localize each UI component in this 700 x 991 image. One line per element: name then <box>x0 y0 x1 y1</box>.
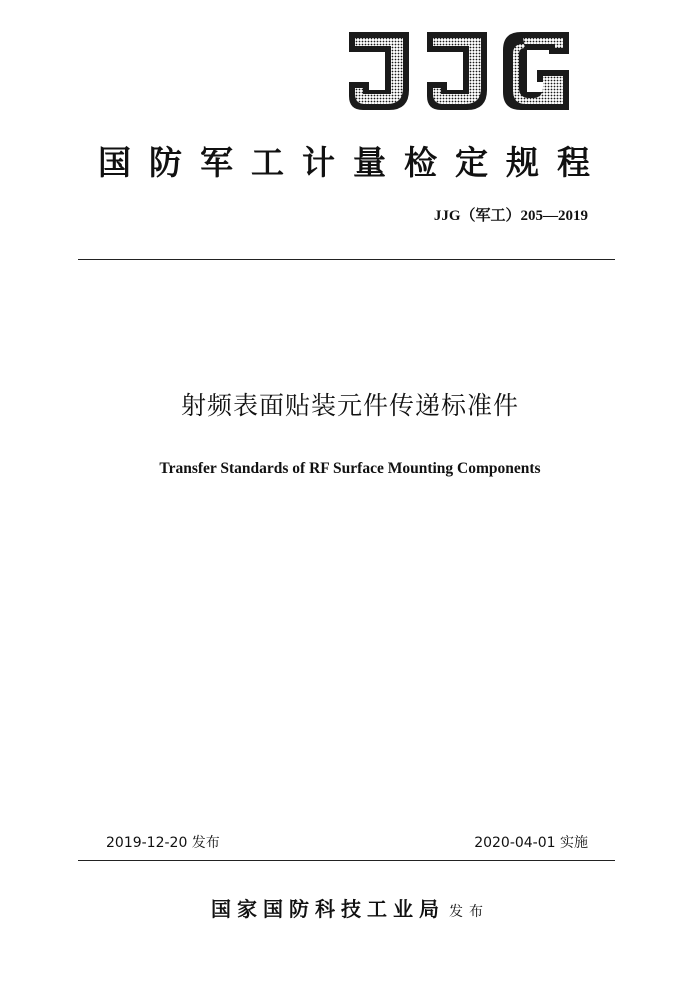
standard-code: JJG（军工）205—2019 <box>433 208 588 224</box>
logo-letter-j1 <box>349 32 409 110</box>
series-title: 国防军工计量检定规程 <box>98 143 608 182</box>
implement-date: 2020-04-01 实施 <box>474 835 588 851</box>
logo-letter-j2 <box>427 32 487 110</box>
document-title-en: Transfer Standards of RF Surface Mounting Components <box>159 460 541 477</box>
issuer-line <box>0 893 700 922</box>
issuer-suffix: 发布 <box>449 904 489 920</box>
logo-letter-g <box>503 32 569 110</box>
issuer-org: 国家国防科技工业局 <box>211 897 445 921</box>
top-divider <box>78 259 615 260</box>
jjg-metrology-logo-icon <box>343 28 573 114</box>
document-title-cn: 射频表面贴装元件传递标准件 <box>180 391 519 420</box>
publish-date: 2019-12-20 发布 <box>106 835 220 851</box>
bottom-divider <box>78 860 615 861</box>
